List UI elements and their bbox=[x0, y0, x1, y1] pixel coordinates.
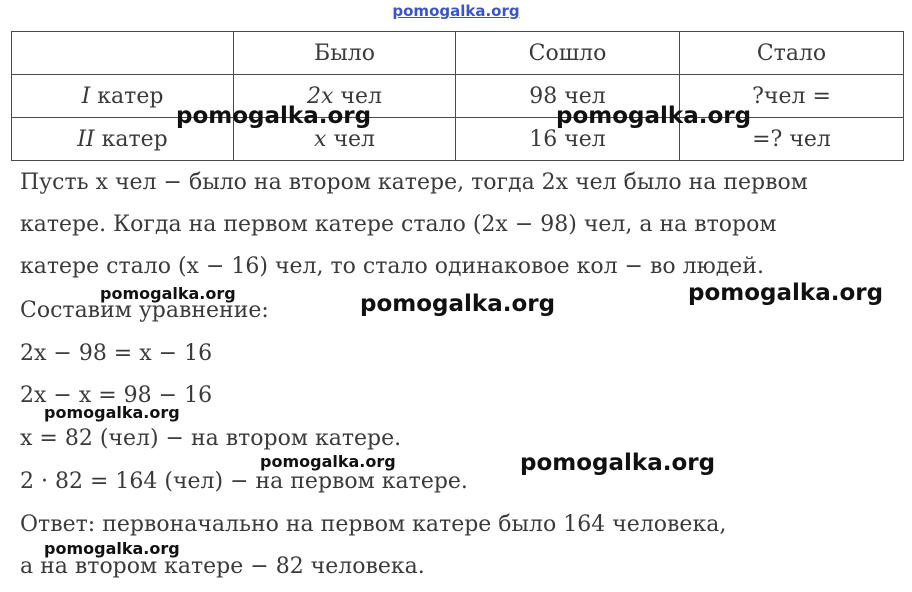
solution-line: катере. Когда на первом катере стало (2x − 98) чел, а на втором bbox=[20, 212, 777, 237]
equation-line: x = 82 (чел) − на втором катере. bbox=[20, 426, 402, 451]
roman-numeral: I bbox=[81, 83, 91, 109]
column-header-soshlo: Сошло bbox=[456, 32, 680, 75]
watermark: pomogalka.org bbox=[44, 539, 180, 558]
answer-line: Ответ: первоначально на первом катере было 164 человека, bbox=[20, 512, 727, 537]
table-row bbox=[12, 75, 904, 118]
row-label-word: катер bbox=[101, 126, 168, 152]
table-header-row bbox=[12, 32, 904, 75]
cell-soshlo: 16 чел bbox=[456, 118, 680, 161]
cell-stalo: ?чел = bbox=[680, 75, 904, 118]
watermark: pomogalka.org bbox=[360, 291, 556, 317]
equation-line: 2x − x = 98 − 16 bbox=[20, 383, 213, 408]
table-row bbox=[12, 118, 904, 161]
cell-soshlo: 98 чел bbox=[456, 75, 680, 118]
row-label-word: катер bbox=[97, 83, 164, 109]
equation-line: 2 · 82 = 164 (чел) − на первом катере. bbox=[20, 469, 468, 494]
data-table bbox=[11, 31, 904, 161]
column-header-stalo: Стало bbox=[680, 32, 904, 75]
answer-line: а на втором катере − 82 человека. bbox=[20, 554, 425, 579]
site-link[interactable]: pomogalka.org bbox=[392, 2, 520, 20]
equation-line: 2x − 98 = x − 16 bbox=[20, 341, 213, 366]
column-header-bylo: Было bbox=[234, 32, 456, 75]
watermark: pomogalka.org bbox=[44, 403, 180, 422]
bylo-variable: 2x bbox=[307, 83, 334, 109]
watermark: pomogalka.org bbox=[556, 103, 752, 129]
column-header-empty bbox=[12, 32, 234, 75]
solution-line: Пусть x чел − было на втором катере, тогда 2x чел было на первом bbox=[20, 170, 808, 195]
watermark: pomogalka.org bbox=[688, 280, 884, 306]
bylo-unit: чел bbox=[333, 126, 375, 152]
watermark: pomogalka.org bbox=[100, 284, 236, 303]
bylo-variable: x bbox=[314, 126, 327, 152]
solution-line: Составим уравнение: bbox=[20, 298, 269, 323]
cell-stalo: =? чел bbox=[680, 118, 904, 161]
bylo-unit: чел bbox=[340, 83, 382, 109]
roman-numeral: II bbox=[77, 126, 95, 152]
watermark: pomogalka.org bbox=[176, 103, 372, 129]
watermark: pomogalka.org bbox=[260, 452, 396, 471]
solution-line: катере стало (x − 16) чел, то стало одинаковое кол − во людей. bbox=[20, 254, 764, 279]
watermark: pomogalka.org bbox=[520, 450, 716, 476]
